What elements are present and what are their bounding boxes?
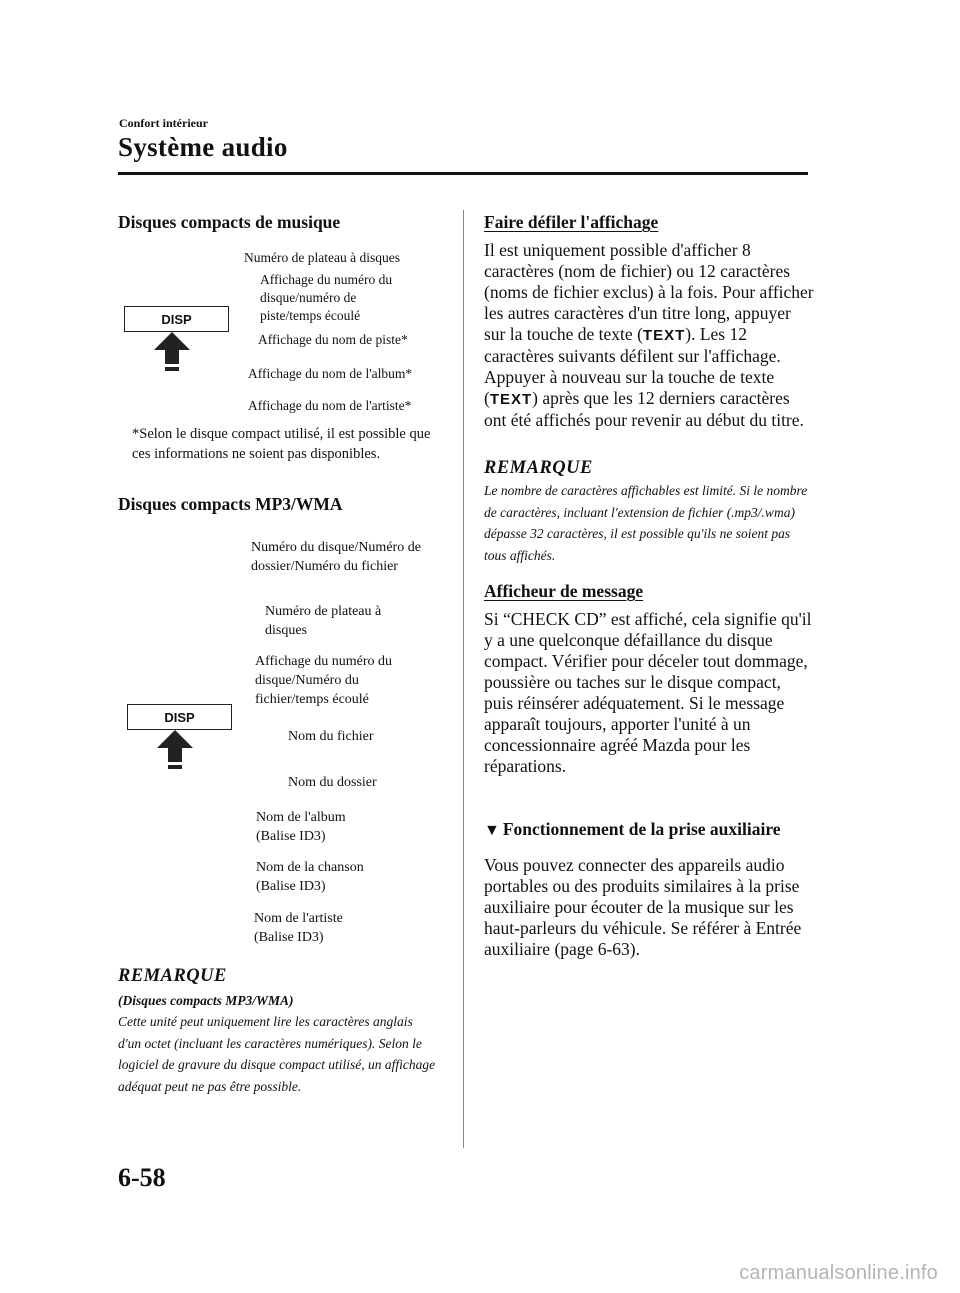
- cd-footnote: *Selon le disque compact utilisé, il est possible que ces informations ne soient pas disponibles.: [132, 426, 431, 462]
- scroll-text: Il est uniquement possible d'afficher 8 caractères (nom de fichier) ou 12 caractères (noms de fichier exclus) à la fois. Pour afficher les autres caractères d'un titre long, appuyer sur la touche de texte (TEXT). Les 12 caractères suivants défilent sur l'affichage. Appuyer à nouveau sur la touche de texte (TEXT) après que les 12 derniers caractères ont été affichés pour revenir au début du titre.: [484, 240, 814, 430]
- mp3-label-disc-folder-file: Numéro du disque/Numéro de dossier/Numéro du fichier: [251, 540, 421, 574]
- mp3-label-folder-name: Nom du dossier: [288, 775, 377, 790]
- disp-button: DISP: [124, 306, 229, 332]
- chapter-title: Système audio: [118, 132, 288, 162]
- scroll-heading: Faire défiler l'affichage: [484, 212, 659, 232]
- triangle-down-icon: ▼: [484, 822, 500, 839]
- disp-button: DISP: [127, 704, 232, 730]
- header-rule: [118, 172, 808, 175]
- column-divider: [463, 210, 464, 1148]
- cd-label-album-name: Affichage du nom de l'album*: [248, 366, 413, 381]
- mp3-heading: Disques compacts MP3/WMA: [118, 494, 343, 514]
- cd-label-disc-track-time: Affichage du numéro du disque/numéro de piste/temps écoulé: [260, 272, 393, 323]
- page-number: 6-58: [118, 1163, 166, 1192]
- up-arrow-icon: [155, 728, 195, 772]
- cd-label-artist-name: Affichage du nom de l'artiste*: [248, 398, 412, 413]
- mp3-label-tray: Numéro de plateau à disques: [265, 604, 382, 638]
- mp3-label-album: Nom de l'album (Balise ID3): [256, 810, 346, 844]
- cd-heading: Disques compacts de musique: [118, 212, 341, 232]
- cd-label-track-name: Affichage du nom de piste*: [258, 332, 408, 347]
- note-subtitle: (Disques compacts MP3/WMA): [118, 993, 294, 1008]
- mp3-label-artist: Nom de l'artiste (Balise ID3): [254, 911, 343, 945]
- message-text: Si “CHECK CD” est affiché, cela signifie qu'il y a une quelconque défaillance du disque compact. Vérifier pour déceler tout dommage, poussière ou taches sur le disque compact, puis réinsérer adéquatement. Si le message apparaît toujours, apporter l'unité à un concessionnaire agréé Mazda pour les réparations.: [484, 609, 812, 776]
- note-text: Le nombre de caractères affichables est limité. Si le nombre de caractères, incluant l'extension de fichier (.mp3/.wma) dépasse 32 caractères, il est possible qu'ils ne soient pas tous affichés.: [484, 483, 808, 563]
- mp3-label-file-name: Nom du fichier: [288, 729, 374, 744]
- note-title: REMARQUE: [484, 458, 593, 478]
- cd-label-tray: Numéro de plateau à disques: [244, 250, 400, 265]
- watermark: carmanualsonline.info: [739, 1262, 938, 1284]
- message-heading: Afficheur de message: [484, 581, 644, 601]
- mp3-label-disc-file-time: Affichage du numéro du disque/Numéro du fichier/temps écoulé: [255, 654, 392, 707]
- mp3-label-song: Nom de la chanson (Balise ID3): [256, 860, 364, 894]
- section-label: Confort intérieur: [119, 116, 208, 130]
- aux-text: Vous pouvez connecter des appareils audio portables ou des produits similaires à la prise auxiliaire pour écouter de la musique sur les haut-parleurs du véhicule. Se référer à Entrée auxiliaire (page 6-63).: [484, 855, 802, 959]
- text-key-label: TEXT: [642, 327, 686, 344]
- aux-heading: ▼ Fonctionnement de la prise auxiliaire: [484, 819, 781, 839]
- note-title: REMARQUE: [118, 966, 227, 986]
- text-key-label: TEXT: [489, 391, 533, 408]
- note-text: Cette unité peut uniquement lire les caractères anglais d'un octet (incluant les caractères numériques). Selon le logiciel de gravure du disque compact utilisé, un affichage adéquat peut ne pas être possible.: [118, 1014, 436, 1094]
- up-arrow-icon: [152, 330, 192, 374]
